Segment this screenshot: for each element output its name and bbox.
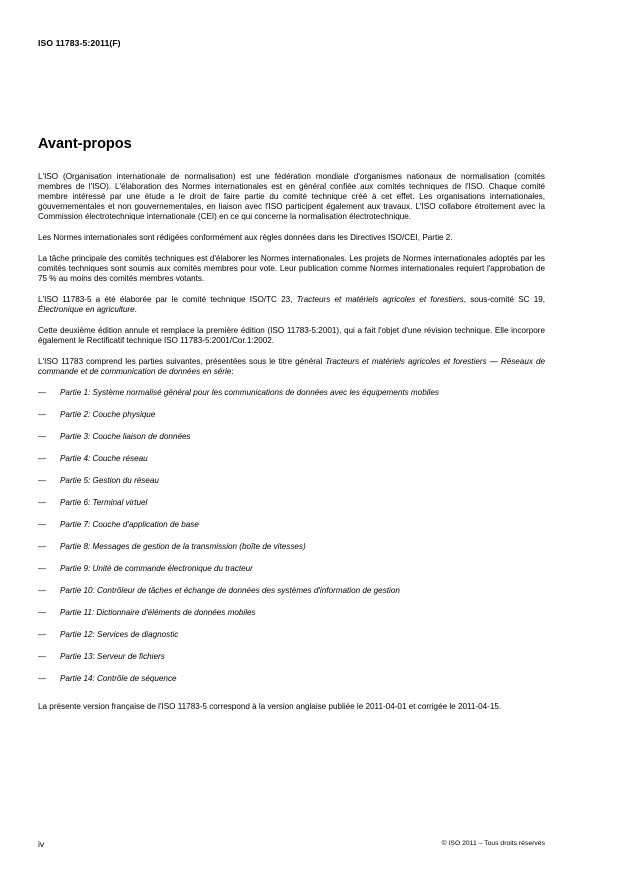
list-dash: — [38, 564, 47, 574]
preparation-text-a: L'ISO 11783-5 a été élaborée par le comité technique ISO/TC 23, [38, 295, 297, 305]
parts-intro-text: L'ISO 11783 comprend les parties suivantes, présentées sous le titre général [38, 357, 326, 367]
part-title: Partie 5: Gestion du réseau [60, 476, 159, 486]
part-title: Partie 9: Unité de commande électronique du tracteur [60, 564, 253, 574]
list-dash: — [38, 608, 47, 618]
preparation-text-b: , sous-comité SC 19, [463, 295, 545, 305]
list-item [38, 476, 545, 498]
list-item [38, 388, 545, 410]
paragraph-parts-intro [38, 357, 545, 377]
list-dash: — [38, 388, 47, 398]
list-dash: — [38, 630, 47, 640]
subcommittee-name: Électronique en agriculture [38, 305, 135, 315]
paragraph-iso-intro: L'ISO (Organisation internationale de normalisation) est une fédération mondiale d'organismes nationaux de normalisation (comités membres de l'ISO). L'élaboration des Normes internationales est en général confiée aux comités techniques de l'ISO. Chaque comité membre intéressé par une étude a le droit de faire partie du comité technique créé à cet effet. Les organisations internationales, gouvernementales et non gouvernementales, en liaison avec l'ISO participent également aux travaux. L'ISO collabore étroitement avec la Commission électrotechnique internationale (CEI) en ce qui concerne la normalisation électrotechnique. [38, 172, 545, 222]
copyright-notice: © ISO 2011 – Tous droits réservés [441, 840, 545, 847]
list-dash: — [38, 586, 47, 596]
part-title: Partie 4: Couche réseau [60, 454, 148, 464]
page-title: Avant-propos [38, 136, 132, 152]
committee-name: Tracteurs et matériels agricoles et forestiers [296, 295, 464, 305]
preparation-text-c: . [134, 305, 137, 315]
list-item [38, 608, 545, 630]
part-title: Partie 13: Serveur de fichiers [60, 652, 165, 662]
paragraph-directives: Les Normes internationales sont rédigées conformément aux règles données dans les Directives ISO/CEI, Partie 2. [38, 233, 453, 243]
list-dash: — [38, 520, 47, 530]
list-item [38, 542, 545, 564]
list-item [38, 410, 545, 432]
part-title: Partie 10: Contrôleur de tâches et échange de données des systèmes d'information de gestion [60, 586, 400, 596]
paragraph-committee-task: La tâche principale des comités techniques est d'élaborer les Normes internationales. Les projets de Normes internationales adoptés par les comités techniques sont soumis aux comités membres pour vote. Leur publication comme Normes internationales requiert l'approbation de 75 % au moins des comités membres votants. [38, 254, 545, 284]
list-item [38, 432, 545, 454]
list-dash: — [38, 454, 47, 464]
document-id-header: ISO 11783-5:2011(F) [38, 38, 121, 48]
list-dash: — [38, 652, 47, 662]
list-dash: — [38, 410, 47, 420]
part-title: Partie 7: Couche d'application de base [60, 520, 199, 530]
list-dash: — [38, 476, 47, 486]
list-dash: — [38, 498, 47, 508]
parts-list [38, 388, 545, 696]
list-dash: — [38, 674, 47, 684]
part-title: Partie 11: Dictionnaire d'éléments de données mobiles [60, 608, 256, 618]
list-item [38, 520, 545, 542]
part-title: Partie 6: Terminal virtuel [60, 498, 148, 508]
part-title: Partie 14: Contrôle de séquence [60, 674, 177, 684]
list-dash: — [38, 542, 47, 552]
list-item [38, 674, 545, 696]
paragraph-edition: Cette deuxième édition annule et remplace la première édition (ISO 11783-5:2001), qui a fait l'objet d'une révision technique. Elle incorpore également le Rectificatif technique ISO 11783-5:2001/Cor.1:2002. [38, 326, 545, 346]
parts-intro-colon: : [231, 367, 234, 377]
list-item [38, 586, 545, 608]
part-title: Partie 1: Système normalisé général pour les communications de données avec les équipements mobiles [60, 388, 439, 398]
paragraph-french-version: La présente version française de l'ISO 11783-5 correspond à la version anglaise publiée le 2011-04-01 et corrigée le 2011-04-15. [38, 702, 502, 712]
general-title: Tracteurs et matériels agricoles et forestiers — Réseaux de commande et de communication de données en série [38, 357, 545, 377]
list-item [38, 498, 545, 520]
part-title: Partie 8: Messages de gestion de la transmission (boîte de vitesses) [60, 542, 306, 552]
part-title: Partie 2: Couche physique [60, 410, 156, 420]
part-title: Partie 12: Services de diagnostic [60, 630, 179, 640]
list-item [38, 564, 545, 586]
list-item [38, 454, 545, 476]
page-number: iv [38, 839, 45, 849]
foreword-body [38, 172, 545, 723]
part-title: Partie 3: Couche liaison de données [60, 432, 191, 442]
paragraph-preparation [38, 295, 545, 315]
list-item [38, 630, 545, 652]
list-item [38, 652, 545, 674]
list-dash: — [38, 432, 47, 442]
